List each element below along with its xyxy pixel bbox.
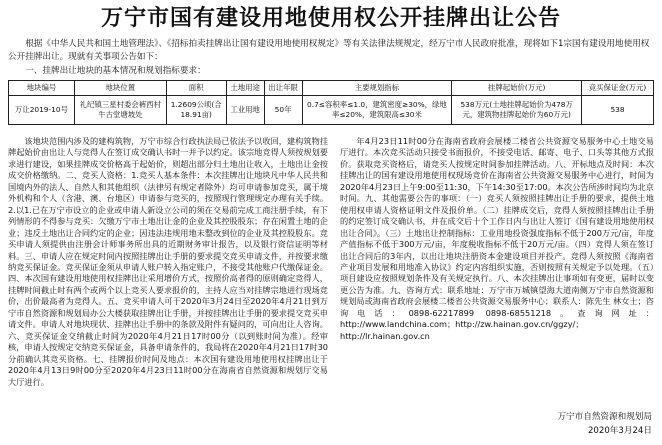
- left-column: [8, 136, 328, 428]
- table-header: 竞买保证金(万元): [582, 81, 654, 96]
- intro-paragraph: 根据《中华人民共和国土地管理法》、《招标拍卖挂牌出让国有建设用地使用权规定》等有关法律法规规定，经万宁市人民政府批准，现将如下1宗国有建设用地使用权公开挂牌出让。现就有关事项公告如下：: [8, 39, 650, 62]
- parcel-number-cell: 万让2019-10号: [9, 96, 75, 125]
- lease-term-cell: 50年: [264, 96, 302, 125]
- table-header: 地块位置: [74, 81, 166, 96]
- parcel-table: [8, 80, 654, 125]
- table-header-row: [9, 81, 654, 96]
- table-header: 土地用途: [226, 81, 264, 96]
- planning-indicators-cell: 0.7≤容积率≤1.0，建筑密度≥30%，绿地率≤20%，建筑限高≤30米: [302, 96, 452, 125]
- parcel-area-cell: 1.2609公顷(合18.91亩): [166, 96, 226, 125]
- table-header: 面积: [166, 81, 226, 96]
- table-header: 主要规划指标: [302, 81, 452, 96]
- parcel-location-cell: 礼纪镇三星村委会裤西村牛古堂塘坡处: [74, 96, 166, 125]
- issuer-name: 万宁市自然资源和规划局: [557, 412, 652, 422]
- table-header: 挂牌起始价(万元): [452, 81, 582, 96]
- right-column: [340, 136, 654, 428]
- table-row: [9, 96, 654, 125]
- table-header: 地块编号: [9, 81, 75, 96]
- body-text: [8, 136, 654, 436]
- land-use-cell: 工业用地: [226, 96, 264, 125]
- left-column-text: 该地块范围内涉及的建构筑物，万宁市综合行政执法局已依法予以收回，建构筑物挂牌起始价由出让人与竞得人在签订成交确认书时一并予以约定。该宗地竞得人须按规划要求进行建设，如果挂牌成交价格高于起始价，则超出部分归土地出让收入，土地出让金按成交价格缴纳。二、竞买人资格：1.竞买人基本条件：本次挂牌出让地块凡中华人民共和国境内外的法人、自然人和其他组织（法律另有规定者除外）均可申请参加竞买，属于境外机构和个人（含港、澳、台地区）申请参与竞买的，按照现行管理规定办理有关手续。2.以1.已在万宁市设立的企业或申请人新设立公司的须在交易前完成工商注册手续，有下列情形的不得参与竞买：欠缴万宁市土地出让金的企业及其控股股东；存在闲置土地的企业；违反土地出让合同约定的企业；因违法违规用地未整改到位的企业及其控股股东。竞买申请人须提供由注册会计师事务所出具的近期财务审计报告，以及银行资信证明等材料。三、申请人应在规定时间内按照挂牌出让手册的要求提交竞买申请文件，并按要求缴纳竞买保证金。竞买保证金须从申请人账户转入指定账户，不接受其他账户代缴保证金。四、本次国有建设用地使用权挂牌出让采用增价方式，按照价高者得的原则确定竞得人，挂牌时间截止时有两个或两个以上竞买人要求报价的，主持人应当对挂牌宗地进行现场竞价，出价最高者为竞得人。五、竞买申请人可于2020年3月24日至2020年4月21日到万宁市自然资源和规划局办公大楼获取挂牌出让手册，并按挂牌出让手册的要求提交竞买申请文件。申请人对地块现状、挂牌出让手册中的条款及附件有疑问的，可向出让人咨询。六、竞买保证金交纳截止时间为2020年4月21日17时00分（以到账时间为准）。经审核，申请人按规定交纳竞买保证金，具备申请条件的，我局将在2020年4月21日17时30分前确认其竞买资格。七、挂牌报价时间及地点：本次国有建设用地使用权挂牌出让于2020年4月13日9时00分至2020年4月23日11时00分在海南省自然资源和规划厅交易大厅进行。: [8, 136, 328, 387]
- section-heading: 一、挂牌出让地块的基本情况和规划指标要求：: [25, 66, 206, 76]
- issue-date: 2020年3月24日: [587, 426, 652, 436]
- table-header: 出让年限: [264, 81, 302, 96]
- deposit-cell: 538: [582, 96, 654, 125]
- right-column-text: 年4月23日11时00分在海南省政府会展楼二楼省公共资源交易服务中心土地交易厅进行。本次竞买活动只接受书面报价，不接受电话、邮寄、电子、口头等其他方式报价。获取竞买资格后，请竞买人按规定时间参加挂牌活动。八、开标地点及时间：本次挂牌出让的国有建设用地使用权现场竞价在海南省公共资源交易服务中心进行，时间为2020年4月23日上午9:00至11:30，下午14:30至17:00。本次公告所涉时间均为北京时间。九、其他需要公告的事项：（一）竞买人须按照挂牌出让手册的要求，提供土地使用权申请人资格证明文件及报价单。（二）挂牌成交后，竞得人须按照挂牌出让手册的约定签订成交确认书，并在成交后十个工作日内与出让人签订《国有建设用地使用权出让合同》。（三）土地出让控制指标：工业用地投资强度指标不低于200万元/亩，年度产值指标不低于300万元/亩，年度税收指标不低于20万元/亩。（四）竞得人须在签订出让合同后的3年内，以出让地块注册资本金建设项目并投产。竞得人须按照《海南省产业项目发展和用地准入协议》约定内容组织实施，否则按照有关规定予以处理。（五）项目建设应按照规划条件及有关规定执行。八、本次挂牌出让事项如有变更，届时以变更公告为准。九、咨询方式：联系地址：万宁市万城镇望海大道南侧万宁市自然资源和规划局或海南省政府会展楼二楼省公共资源交易服务中心；联系人：陈先生 林女士；咨询电话：0898-62217899 0898-68551218。查询网址：http://www.landchina.com；http://zw.hainan.gov.cn/ggzy/；http://lr.hainan.gov.cn: [340, 136, 654, 341]
- start-price-cell: 538万元(土地挂牌起始价为478万元，建筑物挂牌起始价为60万元): [452, 96, 582, 125]
- page-title: 万宁市国有建设用地使用权公开挂牌出让公告: [100, 6, 561, 31]
